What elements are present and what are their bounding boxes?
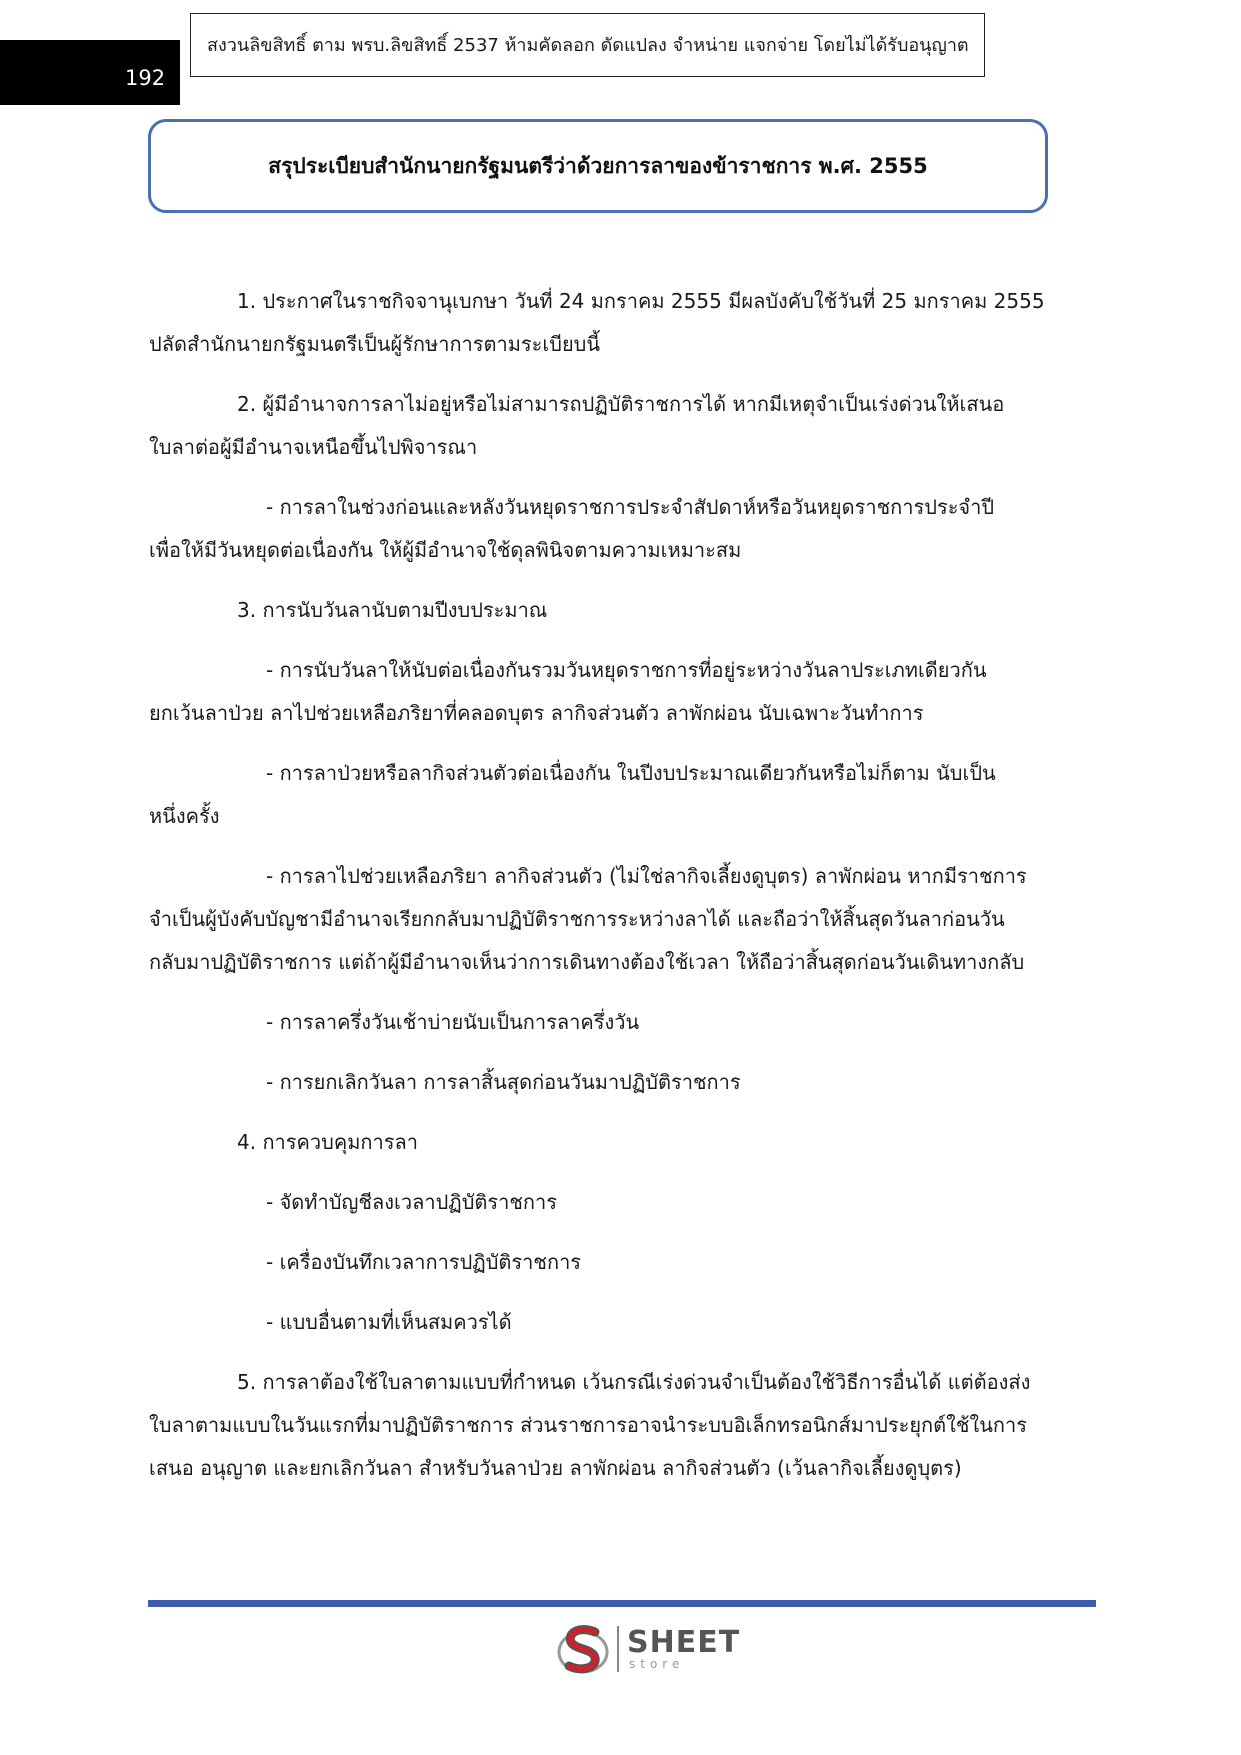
paragraph-3-sub-4: - การลาครึ่งวันเช้าบ่ายนับเป็นการลาครึ่งวัน xyxy=(266,1010,640,1034)
paragraph-3-sub-1-line-2: ยกเว้นลาป่วย ลาไปช่วยเหลือภริยาที่คลอดบุตร ลากิจส่วนตัว ลาพักผ่อน นับเฉพาะวันทำการ xyxy=(149,701,924,725)
paragraph-3-sub-2 xyxy=(149,752,1049,838)
paragraph-1-line-2: ปลัดสำนักนายกรัฐมนตรีเป็นผู้รักษาการตามระเบียบนี้ xyxy=(149,332,601,356)
document-title-box xyxy=(148,119,1048,213)
footer-rule xyxy=(148,1600,1096,1607)
logo-divider xyxy=(617,1626,619,1672)
document-body xyxy=(149,280,1049,1507)
paragraph-3-sub-3-line-1: - การลาไปช่วยเหลือภริยา ลากิจส่วนตัว (ไม่ใช่ลากิจเลี้ยงดูบุตร) ลาพักผ่อน หากมีราชการ xyxy=(266,864,1027,888)
paragraph-2-sub-line-1: - การลาในช่วงก่อนและหลังวันหยุดราชการประจำสัปดาห์หรือวันหยุดราชการประจำปี xyxy=(266,495,995,519)
paragraph-3-sub-5: - การยกเลิกวันลา การลาสิ้นสุดก่อนวันมาปฏิบัติราชการ xyxy=(266,1070,741,1094)
logo-sub-text: store xyxy=(629,1657,685,1671)
paragraph-3-sub-3-line-3: กลับมาปฏิบัติราชการ แต่ถ้าผู้มีอำนาจเห็นว่าการเดินทางต้องใช้เวลา ให้ถือว่าสิ้นสุดก่อนวันเดินทางกลับ xyxy=(149,950,1025,974)
paragraph-5-line-3: เสนอ อนุญาต และยกเลิกวันลา สำหรับวันลาป่วย ลาพักผ่อน ลากิจส่วนตัว (เว้นลากิจเลี้ยงดูบุตร) xyxy=(149,1456,962,1480)
page-number: 192 xyxy=(125,66,166,90)
copyright-notice: สงวนลิขสิทธิ์ ตาม พรบ.ลิขสิทธิ์ 2537 ห้ามคัดลอก ดัดแปลง จำหน่าย แจกจ่าย โดยไม่ได้รับอนุญาต xyxy=(190,13,985,77)
logo-main-text: SHEET xyxy=(627,1625,741,1660)
paragraph-4-sub-1: - จัดทำบัญชีลงเวลาปฏิบัติราชการ xyxy=(266,1190,558,1214)
paragraph-3-sub-2-line-1: - การลาป่วยหรือลากิจส่วนตัวต่อเนื่องกัน ในปีงบประมาณเดียวกันหรือไม่ก็ตาม นับเป็น xyxy=(266,761,996,785)
paragraph-4-sub-2: - เครื่องบันทึกเวลาการปฏิบัติราชการ xyxy=(266,1250,582,1274)
paragraph-3-sub-1 xyxy=(149,649,1049,735)
paragraph-4: 4. การควบคุมการลา xyxy=(237,1130,418,1154)
paragraph-1 xyxy=(149,280,1049,366)
sheet-store-s-icon xyxy=(555,1622,611,1676)
paragraph-2-line-1: 2. ผู้มีอำนาจการลาไม่อยู่หรือไม่สามารถปฏิบัติราชการได้ หากมีเหตุจำเป็นเร่งด่วนให้เสนอ xyxy=(237,392,1005,416)
paragraph-2-line-2: ใบลาต่อผู้มีอำนาจเหนือขึ้นไปพิจารณา xyxy=(149,435,478,459)
paragraph-5-line-1: 5. การลาต้องใช้ใบลาตามแบบที่กำหนด เว้นกรณีเร่งด่วนจำเป็นต้องใช้วิธีการอื่นได้ แต่ต้องส่ง xyxy=(237,1370,1031,1394)
paragraph-3-sub-3-line-2: จำเป็นผู้บังคับบัญชามีอำนาจเรียกกลับมาปฏิบัติราชการระหว่างลาได้ และถือว่าให้สิ้นสุดวันลาก่อนวัน xyxy=(149,907,1005,931)
paragraph-4-sub-3: - แบบอื่นตามที่เห็นสมควรได้ xyxy=(266,1310,512,1334)
sheet-store-logo xyxy=(555,1622,740,1676)
paragraph-5-line-2: ใบลาตามแบบในวันแรกที่มาปฏิบัติราชการ ส่วนราชการอาจนำระบบอิเล็กทรอนิกส์มาประยุกต์ใช้ในการ xyxy=(149,1413,1027,1437)
paragraph-5 xyxy=(149,1361,1049,1490)
paragraph-2 xyxy=(149,383,1049,469)
paragraph-2-sub-line-2: เพื่อให้มีวันหยุดต่อเนื่องกัน ให้ผู้มีอำนาจใช้ดุลพินิจตามความเหมาะสม xyxy=(149,538,742,562)
paragraph-1-line-1: 1. ประกาศในราชกิจจานุเบกษา วันที่ 24 มกราคม 2555 มีผลบังคับใช้วันที่ 25 มกราคม 2555 xyxy=(237,289,1045,313)
paragraph-3-sub-2-line-2: หนึ่งครั้ง xyxy=(149,804,220,828)
document-title: สรุประเบียบสำนักนายกรัฐมนตรีว่าด้วยการลาของข้าราชการ พ.ศ. 2555 xyxy=(268,153,928,178)
paragraph-2-sub xyxy=(149,486,1049,572)
paragraph-3-sub-3 xyxy=(149,855,1049,984)
logo-wordmark xyxy=(627,1625,741,1671)
paragraph-3-sub-1-line-1: - การนับวันลาให้นับต่อเนื่องกันรวมวันหยุดราชการที่อยู่ระหว่างวันลาประเภทเดียวกัน xyxy=(266,658,987,682)
paragraph-3: 3. การนับวันลานับตามปีงบประมาณ xyxy=(237,598,548,622)
